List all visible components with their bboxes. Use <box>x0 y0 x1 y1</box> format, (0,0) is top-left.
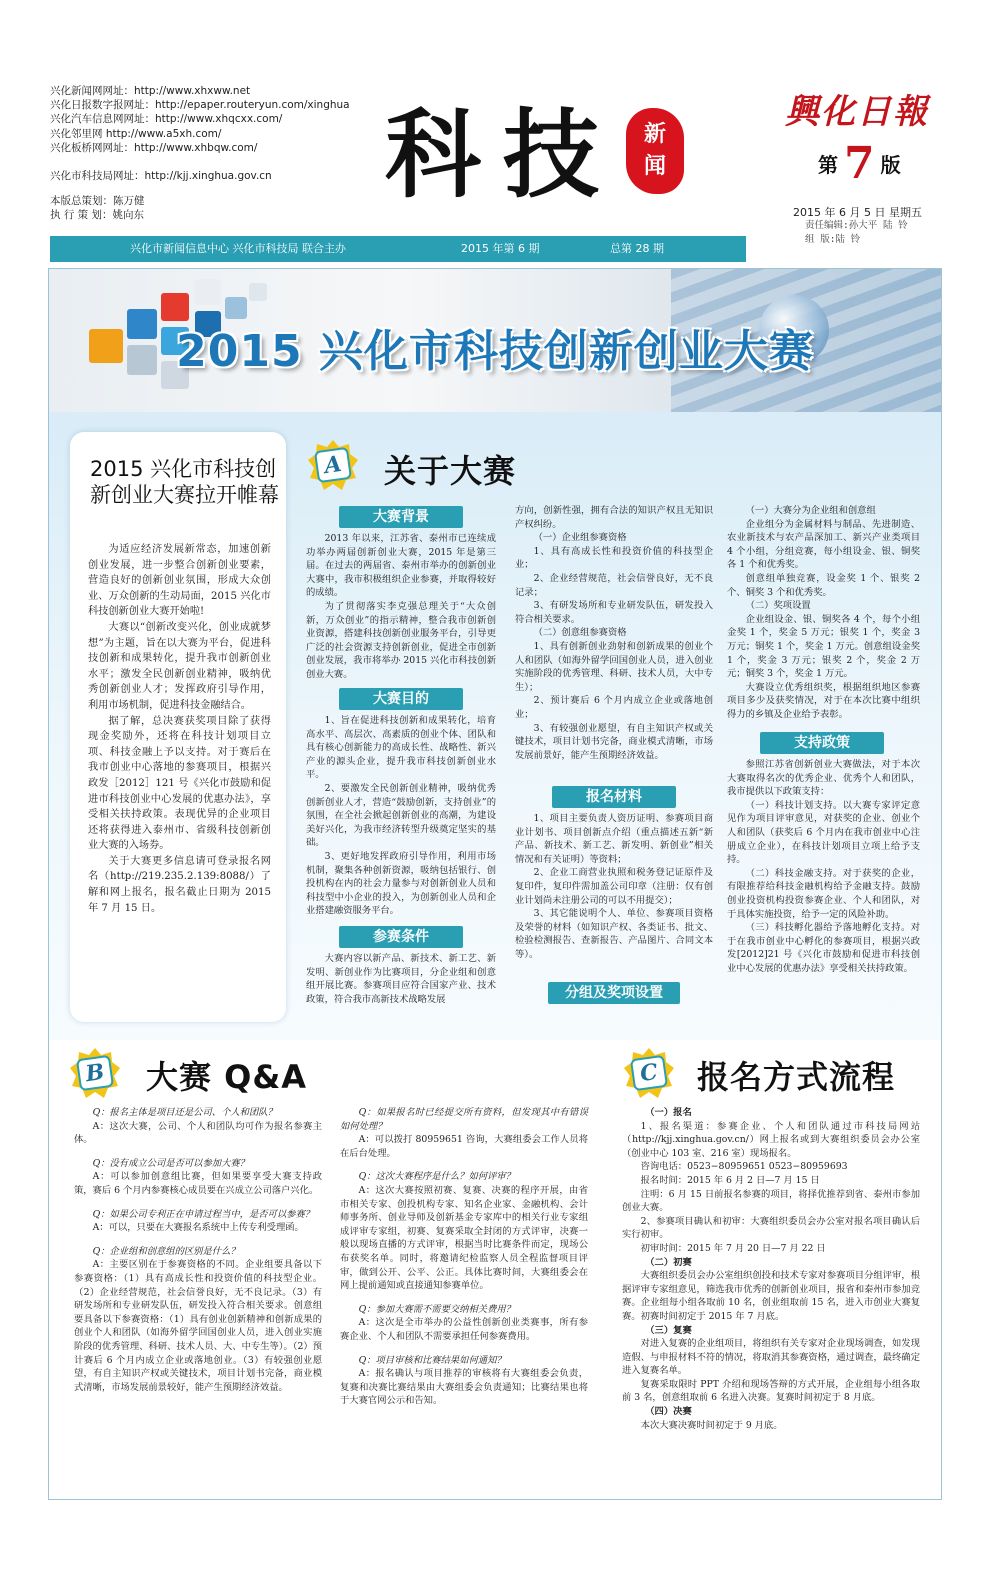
paragraph: （二）创意组参赛资格 <box>533 627 627 639</box>
edition-num: 7 <box>844 138 875 189</box>
step-text: 注明：6 月 15 日前报名参赛的项目，将择优推荐到省、泰州市参加创业大赛。 <box>622 1188 920 1214</box>
question: Q：企业组和创意组的区别是什么？ <box>92 1245 240 1257</box>
paragraph: 1、项目主要负责人资历证明、参赛项目商业计划书、项目创新点介绍（重点描述五新“新产品、新技术、新工艺、新发明、新创业”相关情况和有关证明）等资料； <box>515 813 713 865</box>
section-c-title: 报名方式流程 <box>697 1058 896 1096</box>
total-issue: 总第 28 期 <box>610 242 664 255</box>
staff-credits <box>805 219 908 247</box>
exec-planner: 执 行 策 划：姚向东 <box>50 209 145 221</box>
question: Q：参加大赛需不需要交纳相关费用？ <box>358 1303 515 1315</box>
signup-process <box>622 1106 920 1432</box>
paragraph: 2、预计赛后 6 个月内成立企业或落地创业； <box>515 695 713 720</box>
question: Q：没有成立公司是否可以参加大赛？ <box>92 1157 249 1169</box>
section-letter: C <box>630 1055 668 1091</box>
intro-paragraph: 为适应经济发展新常态，加速创新创业发展，进一步整合创新创业要素，营造良好的创新创业氛围，形成大众创业、万众创新的生动局面，2015 兴化市科技创新创业大赛开始啦! <box>88 544 271 618</box>
answer: A：主要区别在于参赛资格的不同。企业组要具备以下参赛资格：（1）具有高成长性和投资价值的科技型企业。（2）企业经营规范，社会信誉良好，无不良记录。（3）有研发场所和专业研发队伍，研发投入符合相关要求。创意组要具备以下参赛资格：（1）具有创业创新精神和创新成果的创业个人和团队（如海外留学回国创业人员，进入创业实施阶段的优秀管理、科研、技术人员、大、中专生等）。（2）预计赛后 6 个月内成立企业或落地创业。（3）有较强创业愿望，有自主知识产权或关键技术，项目计划书完备，商业模式清晰，市场发展前景较好，能产生预期经济效益。 <box>74 1259 322 1393</box>
heading-materials: 报名材料 <box>552 786 676 808</box>
answer: A：报名确认与项目推荐的审核将有大赛组委会负责，复赛和决赛比赛结果由大赛组委会负责通知；比赛结果也将于大赛官网公示和告知。 <box>340 1368 588 1407</box>
paragraph: 企业组分为金属材料与制品、先进制造、农业新技术与农产品深加工、新兴产业类项目 4 个小组，分组竞赛，每小组设金、银、铜奖各 1 个和优秀奖。 <box>727 518 920 571</box>
heading-conditions: 参赛条件 <box>339 926 463 948</box>
step-text: 大赛组织委员会办公室组织创投和技术专家对参赛项目分组评审，根据评审专家组意见，筛选我市优秀的创新创业项目，报省和泰州市参加竞赛。企业组每小组各取前 10 名，创业组取前 15 名，进入市创业大赛复赛。初赛时间初定于 2015 年 7 月底。 <box>622 1270 920 1322</box>
answer: A：可以拨打 80959651 咨询，大赛组委会工作人员将在后台处理。 <box>340 1134 588 1159</box>
paragraph: 1、具有高成长性和投资价值的科技型企业； <box>515 545 713 571</box>
conditions-text <box>306 952 496 1006</box>
paragraph: 2013 年以来，江苏省、泰州市已连续成功举办两届创新创业大赛，2015 年是第三届。在过去的两届省、泰州市举办的创新创业大赛中，我市积极组织企业参赛，并取得较好的成绩。 <box>306 533 496 599</box>
paragraph: 2、企业工商营业执照和税务登记证原件及复印件，复印件需加盖公司印章（注册：仅有创业计划尚未注册公司的可以不用提交）； <box>515 867 713 906</box>
materials-text <box>515 812 713 962</box>
intro-paragraph: 据了解，总决赛获奖项目除了获得现金奖励外，还将在科技计划项目立项、科技金融上予以支持。对于赛后在我市创业中心落地的参赛项目，根据兴政发［2012］121 号《兴化市鼓励和促进市科技创业中心发展的优惠办法》，享受相关扶持政策。表现优异的企业项目还将获得进入泰州市、省级科技创新创业大赛的入场券。 <box>88 715 271 852</box>
paragraph: 3、其它能说明个人、单位、参赛项目资格及荣誉的材料（如知识产权、各类证书、批文、检验检测报告、查新报告、产品图片、合同文本等）。 <box>515 908 713 960</box>
banner <box>49 269 941 412</box>
question: Q：项目审核和比赛结果如何通知？ <box>358 1354 506 1366</box>
intro-title: 2015 兴化市科技创新创业大赛拉开帷幕 <box>90 457 279 507</box>
edition-prefix: 第 <box>818 153 838 177</box>
qualifications-text <box>515 504 713 762</box>
paragraph: 创意组单独竞赛，设金奖 1 个、银奖 2 个、铜奖 3 个和优秀奖。 <box>727 572 920 598</box>
purpose-text <box>306 714 496 918</box>
step-text: 2、参赛项目确认和初审：大赛组织委员会办公室对报名项目确认后实行初审。 <box>622 1215 920 1241</box>
seal-char: 新 <box>643 121 666 147</box>
heading-background: 大赛背景 <box>339 506 463 528</box>
answer: A：这次大赛，公司、个人和团队均可作为报名参赛主体。 <box>74 1120 322 1146</box>
edition-number <box>818 138 901 189</box>
page-title: 科技 <box>385 98 621 211</box>
answer: A：可以参加创意组比赛，但如果要享受大赛支持政策，赛后 6 个月内参赛核心成员要在兴成立公司落户兴化。 <box>74 1171 322 1196</box>
site-link[interactable]: 兴化新闻网网址：http://www.xhxww.net <box>50 85 251 97</box>
site-link[interactable]: 兴化汽车信息网网址：http://www.xhqcxx.com/ <box>50 113 283 126</box>
paragraph: （一）大赛分为企业组和创意组 <box>745 505 876 516</box>
paragraph: （一）科技计划支持。以大赛专家评定意见作为项目评审意见，对获奖的企业、创业个人和团队（获奖后 6 个月内在我市创业中心注册成立企业），在科技计划项目立项上给予支持。 <box>727 799 920 866</box>
paragraph: 大赛内容以新产品、新技术、新工艺、新发明、新创业作为比赛项目，分企业组和创意组开展比赛。参赛项目应符合国家产业、技术政策，符合我市高新技术战略发展 <box>306 953 496 1005</box>
staff-editor: 责任编辑:孙大平 陆 铃 <box>805 220 908 231</box>
news-seal <box>626 108 684 194</box>
intro-body <box>88 542 271 916</box>
cube-graphic <box>249 283 267 301</box>
policy-text <box>727 758 920 976</box>
editors <box>50 194 145 222</box>
step-heading: （四）决赛 <box>645 1406 692 1418</box>
paragraph: 1、旨在促进科技创新和成果转化，培育高水平、高层次、高素质的创业个体、团队和具有核心创新能力的高成长性、战略性、新兴产业的源头企业，提升我市科技创新创业水平。 <box>306 715 496 781</box>
answer: A：可以，只要在大赛报名系统中上传专利受理函。 <box>92 1222 304 1234</box>
heading-awards: 分组及奖项设置 <box>548 982 680 1004</box>
question: Q：如果公司专利正在申请过程当中，是否可以参赛？ <box>92 1208 315 1220</box>
qa-column-2 <box>340 1106 588 1408</box>
seal-char: 闻 <box>643 153 666 179</box>
chief-planner: 本版总策划：陈万健 <box>50 195 145 207</box>
site-link[interactable]: 兴化日报数字报网址：http://epaper.routeryun.com/xinghua <box>50 99 350 112</box>
info-bar <box>50 236 746 262</box>
heading-purpose: 大赛目的 <box>339 688 463 710</box>
paragraph: 3、有研发场所和专业研发队伍，研发投入符合相关要求。 <box>515 600 713 625</box>
step-text: 报名时间：2015 年 6 月 2 日—7 月 15 日 <box>640 1174 820 1186</box>
site-link[interactable]: 兴化邻里网 http://www.a5xh.com/ <box>50 127 222 140</box>
paragraph: 大赛设立优秀组织奖，根据组织地区参赛项目多少及获奖情况，对于在本次比赛中组织得力的乡镇及企业给予表彰。 <box>727 681 920 720</box>
intro-paragraph: 关于大赛更多信息请可登录报名网名（http://219.235.2.139:8088/）了解和网上报名，报名截止日期为 2015 年 7 月 15 日。 <box>88 855 271 914</box>
intro-paragraph: 大赛以“创新改变兴化，创业成就梦想”为主题，旨在以大赛为平台，促进科技创新和成果转化，提升我市创新创业水平；激发全民创新创业精神，吸纳优秀创新创业人才；发挥政府引导作用，利用市场机制，促进科技金融结合。 <box>88 621 271 711</box>
site-links <box>50 84 390 183</box>
cube-graphic <box>195 279 221 305</box>
paragraph: 2、企业经营规范，社会信誉良好，无不良记录； <box>515 572 713 598</box>
paragraph: 3、更好地发挥政府引导作用，利用市场机制，聚集各种创新资源，吸纳包括银行、创投机构在内的社会力量参与对创新创业人员和科技型中小企业的投入，为创新创业人员和企业搭建融资服务平台。 <box>306 850 496 917</box>
banner-title: 2015 兴化市科技创新创业大赛 <box>176 326 814 377</box>
newspaper-logo: 興化日報 <box>785 92 929 132</box>
paragraph: 方向，创新性强，拥有合法的知识产权且无知识产权纠纷。 <box>515 505 713 530</box>
issue-number: 2015 年第 6 期 <box>461 242 540 255</box>
step-heading: （二）初赛 <box>645 1256 692 1268</box>
paragraph: （三）科技孵化器给予落地孵化支持。对于在我市创业中心孵化的参赛项目，根据兴政发[2012]21 号《兴化市鼓励和促进市科技创业中心发展的优惠办法》享受相关扶持政策。 <box>727 922 920 974</box>
paragraph: 参照江苏省创新创业大赛做法，对于本次大赛取得名次的优秀企业、优秀个人和团队，我市提供以下政策支持： <box>727 759 920 798</box>
paragraph: （一）企业组参赛资格 <box>533 532 627 544</box>
step-text: 1、报名渠道：参赛企业、个人和团队通过市科技局网站（http://kjj.xinghua.gov.cn/）网上报名或到大赛组织委员会办公室（创业中心 103 室、216 室）现场报名。 <box>622 1120 920 1159</box>
sponsors: 兴化市新闻信息中心 兴化市科技局 联合主办 <box>130 242 346 255</box>
staff-layout: 组 版:陆 铃 <box>805 234 861 245</box>
section-c-badge <box>624 1048 674 1098</box>
background-text <box>306 532 496 682</box>
paragraph: 2、要激发全民创新创业精神，吸纳优秀创新创业人才，营造“鼓励创新，支持创业”的氛围，在全社会掀起创新创业的高潮，为建设美好兴化，为我市经济转型升级奠定坚实的基础。 <box>306 782 496 849</box>
step-heading: （三）复赛 <box>645 1324 692 1336</box>
paragraph: 1、具有创新创业劲射和创新成果的创业个人和团队（如海外留学回国创业人员，进入创业实施阶段的优秀管理、科研、技术人员，大中专生）； <box>515 640 713 693</box>
question: Q：报名主体是项目还是公司、个人和团队？ <box>92 1107 277 1118</box>
section-b-badge <box>70 1048 120 1098</box>
section-a-title: 关于大赛 <box>384 452 517 490</box>
kjj-link[interactable]: 兴化市科技局网址：http://kjj.xinghua.gov.cn <box>50 170 272 183</box>
issue-date: 2015 年 6 月 5 日 星期五 <box>793 206 922 219</box>
step-text: 本次大赛决赛时间初定于 9 月底。 <box>640 1419 783 1431</box>
qa-column-1 <box>74 1106 322 1394</box>
site-link[interactable]: 兴化板桥网网址：http://www.xhbqw.com/ <box>50 141 258 154</box>
edition-suffix: 版 <box>880 153 901 177</box>
heading-policy: 支持政策 <box>760 732 884 754</box>
step-text: 咨询电话：0523−80959651 0523−80959693 <box>640 1161 848 1173</box>
step-text: 初审时间：2015 年 7 月 20 日—7 月 22 日 <box>640 1242 826 1254</box>
paragraph: 3、有较强创业愿望，有自主知识产权或关键技术，项目计划书完备，商业模式清晰，市场发展前景好，能产生预期经济效益。 <box>515 722 713 761</box>
section-b-title: 大赛 Q&A <box>146 1058 308 1096</box>
step-heading: （一）报名 <box>645 1107 692 1118</box>
awards-text <box>727 504 920 722</box>
paragraph: 企业组设金、银、铜奖各 4 个，每个小组金奖 1 个，奖金 5 万元；银奖 1 个，奖金 3 万元；铜奖 1 个，奖金 1 万元。创意组设金奖 1 个，奖金 3 万元；银奖 2 个，奖金 2 万元；铜奖 3 个，奖金 1 万元。 <box>727 613 920 680</box>
paragraph: 为了贯彻落实李克强总理关于“大众创新，万众创业”的指示精神，整合我市创新创业资源，搭建科技创新创业服务平台，引导更广泛的社会资源支持创新创业，促进全市创新创业发展，我市将举办 2015 兴化市科技创新创业大赛。 <box>306 600 496 680</box>
section-letter: B <box>76 1055 114 1091</box>
answer: A：这次是全市举办的公益性创新创业类赛事，所有参赛企业、个人和团队不需要承担任何参赛费用。 <box>340 1317 588 1342</box>
answer: A：这次大赛按照初赛、复赛、决赛的程序开展，由省市相关专家、创投机构专家、知名企业家、金融机构、会计师事务所、创业导师及创新基金专家库中的相关行业专家组成评审专家组，初赛、复赛采取全封闭的方式评审，决赛一般以现场直播的方式评审，根据当时比赛条件而定，现场公布获奖名单。同时，将邀请纪检监察人员全程监督项目评审，做到公开、公平、公正。具体比赛时间，大赛组委会在网上提前通知或直接通知参赛单位。 <box>340 1184 588 1292</box>
question: Q：这次大赛程序是什么？如何评审？ <box>358 1171 515 1183</box>
step-text: 复赛采取限时 PPT 介绍和现场答辩的方式开展，企业组每小组各取前 3 名，创意组取前 6 名进入决赛。复赛时间初定于 8 月底。 <box>622 1378 920 1404</box>
step-text: 对进入复赛的企业组项目，将组织有关专家对企业现场调查，如发现造假、与申报材料不符的情况，将取消其参赛资格，通过调查，最终确定进入复赛名单。 <box>622 1338 920 1377</box>
paragraph: （二）科技金融支持。对于获奖的企业，有限推荐给科技金融机构给予金融支持。鼓励创业投资机构投资参赛企业、个人和团队，对于具体实施投资，给予一定的风险补助。 <box>727 867 920 920</box>
question: Q：如果报名时已经提交所有资料，但发现其中有错误如何处理？ <box>340 1107 588 1132</box>
section-letter: A <box>314 447 352 483</box>
section-a-badge <box>308 440 358 490</box>
paragraph: （二）奖项设置 <box>745 600 811 612</box>
